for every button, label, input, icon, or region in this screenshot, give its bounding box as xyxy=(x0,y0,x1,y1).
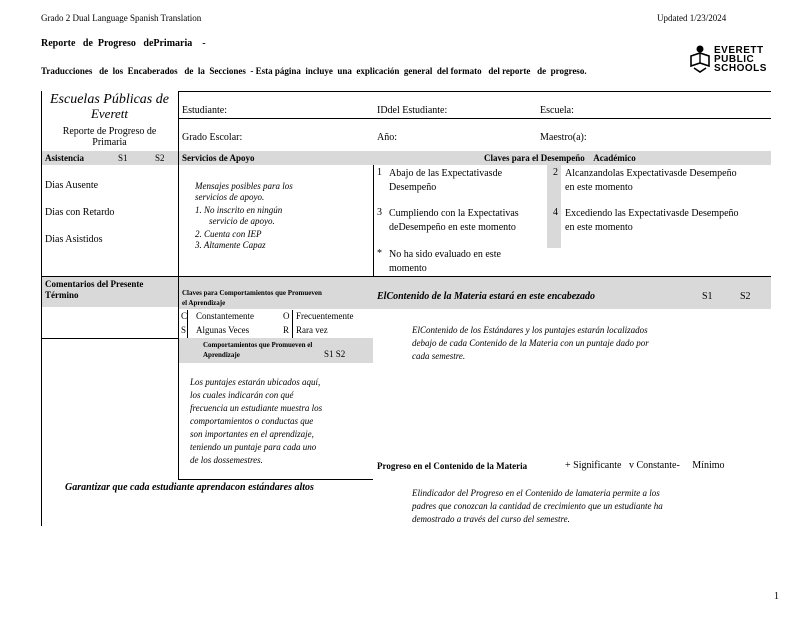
days-absent: Dias Ausente xyxy=(45,180,99,191)
student-id-field[interactable]: IDdel Estudiante: xyxy=(377,105,448,116)
progress-header: Progreso en el Contenido de la Materia xyxy=(377,461,528,471)
attendance-s1: S1 xyxy=(118,153,128,163)
guarantee-text: Garantizar que cada estudiante aprendacon estándares altos xyxy=(65,482,314,493)
key-1: Abajo de las Expectativasde Desempeño xyxy=(389,168,503,193)
grade-label: Grado 2 Dual Language Spanish Translation xyxy=(41,13,202,23)
reader-figure-icon xyxy=(688,44,712,74)
district-logo xyxy=(688,44,712,79)
attendance-header: Asistencia xyxy=(45,153,84,163)
report-title: Reporte de Progreso dePrimaria - xyxy=(41,38,206,49)
teacher-field[interactable]: Maestro(a): xyxy=(540,132,587,143)
content-text: ElContenido de los Estándares y los puntajes estarán localizados debajo de cada Contenido de la Materia con un puntaje dado por cada semestre. xyxy=(412,325,649,361)
key-3: Cumpliendo con la Expectativas deDesempeño en este momento xyxy=(389,208,519,233)
logo-text: EVERETT PUBLIC SCHOOLS xyxy=(714,45,767,74)
key-r: Rara vez xyxy=(296,325,328,335)
key-c: Constantemente xyxy=(196,311,254,321)
support-text: Mensajes posibles para los servicios de apoyo. 1. No inscrito en ningún servicio de apoyo. 2. Cuenta con IEP 3. Altamente Capaz xyxy=(195,181,293,250)
days-tardy: Dias con Retardo xyxy=(45,207,115,218)
academic-keys-header: Claves para el Desempeño Académico xyxy=(484,153,636,163)
key-not-evaluated: No ha sido evaluado en este momento xyxy=(389,249,501,274)
key-4: Excediendo las Expectativasde Desempeño en este momento xyxy=(565,208,739,233)
behavior-keys-header: Claves para Comportamientos que Promueven el Aprendizaje xyxy=(182,289,322,307)
comments-header: Comentarios del Presente Término xyxy=(45,279,144,300)
behaviors-text: Los puntajes estarán ubicados aquí, los cuales indicarán con qué frecuencia un estudiante muestra los comportamientos o conductas que son importantes en el aprendizaje, teniendo un puntaje para cada uno de los dossemestres. xyxy=(190,377,323,465)
updated-date: Updated 1/23/2024 xyxy=(657,13,727,23)
key-o: Frecuentemente xyxy=(296,311,354,321)
school-field[interactable]: Escuela: xyxy=(540,105,574,116)
behaviors-header: Comportamientos que Promueven el Aprendizaje xyxy=(203,341,313,359)
attendance-s2: S2 xyxy=(155,153,165,163)
progress-text: Elindicador del Progreso en el Contenido de lamateria permite a los padres que conozcan la cantidad de crecimiento que un estudiante ha demostrado a través del curso del semestre. xyxy=(412,488,663,524)
key-2: Alcanzandolas Expectativasde Desempeño en este momento xyxy=(565,168,737,193)
page-subtitle: Traducciones de los Encaberados de la Secciones - Esta página incluye una explicación general del formato del reporte de progreso. xyxy=(41,66,587,76)
content-s2: S2 xyxy=(740,291,751,302)
student-field[interactable]: Estudiante: xyxy=(182,105,227,116)
content-s1: S1 xyxy=(702,291,713,302)
year-field[interactable]: Año: xyxy=(377,132,397,143)
header-band-1 xyxy=(41,151,771,165)
behaviors-s1s2: S1 S2 xyxy=(324,349,346,359)
report-name: Reporte de Progreso de Primaria xyxy=(62,126,157,148)
days-attended: Dias Asistidos xyxy=(45,234,103,245)
progress-legend: + Significante v Constante- Mínimo xyxy=(565,460,725,471)
content-header: ElContenido de la Materia estará en este encabezado xyxy=(377,291,596,302)
support-header: Servicios de Apoyo xyxy=(182,153,255,163)
page-number: 1 xyxy=(774,591,779,602)
school-box: Escuelas Públicas de Everett xyxy=(50,92,169,121)
grade-field[interactable]: Grado Escolar: xyxy=(182,132,243,143)
key-s: Algunas Veces xyxy=(196,325,250,335)
